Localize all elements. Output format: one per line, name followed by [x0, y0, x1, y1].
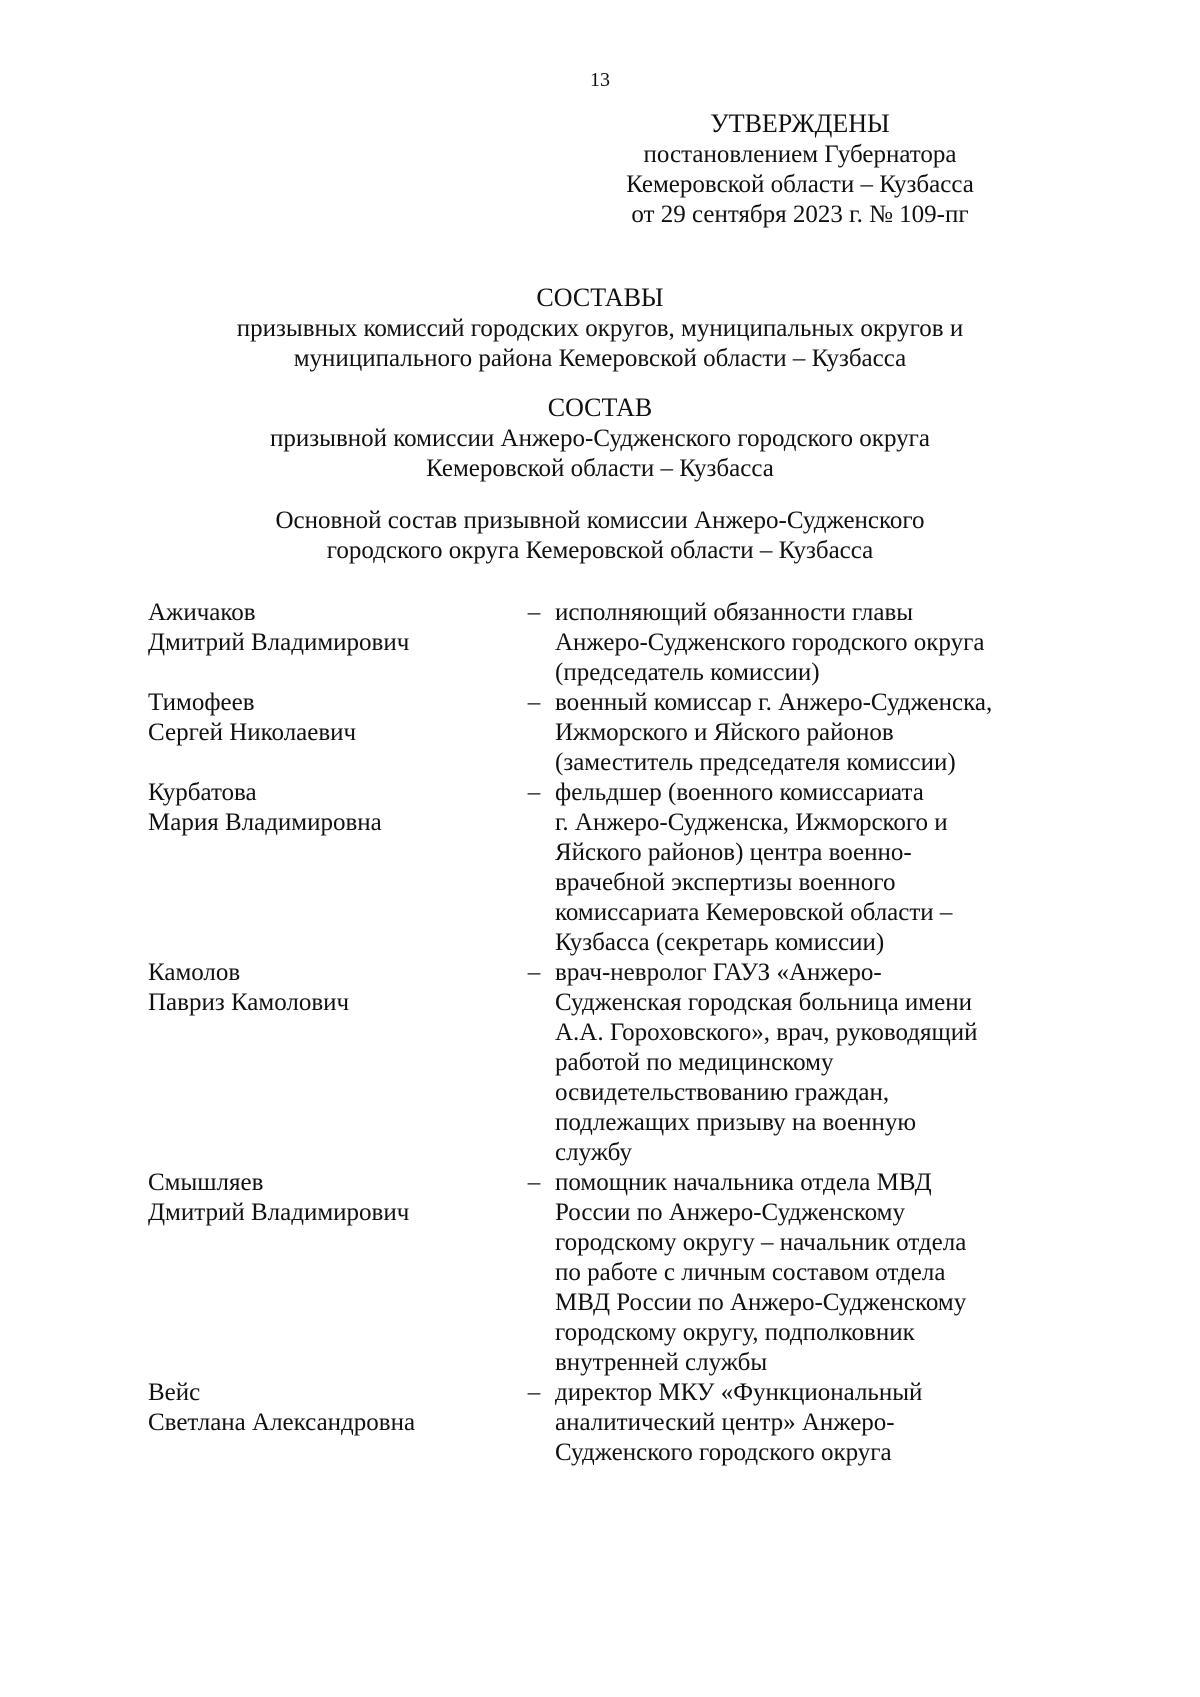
- member-entry: [148, 688, 1138, 778]
- member-surname: Смышляев: [148, 1169, 264, 1196]
- subtitle-line: призывной комиссии Анжеро-Судженского городского округа: [270, 425, 930, 452]
- member-surname: Ажичаков: [148, 599, 256, 626]
- member-role: исполняющий обязанности главы Анжеро-Судженского городского округа (председатель комиссии): [555, 599, 985, 686]
- member-given-names: Павриз Камолович: [148, 989, 350, 1016]
- commission-title: [0, 392, 1200, 484]
- approval-line: от 29 сентября 2023 г. № 109-пг: [631, 201, 969, 228]
- member-dash: –: [527, 689, 541, 716]
- member-entry: [148, 778, 1138, 958]
- approval-title: УТВЕРЖДЕНЫ: [710, 109, 890, 138]
- member-surname: Тимофеев: [148, 689, 255, 716]
- member-name: [148, 598, 513, 658]
- member-entry: [148, 598, 1138, 688]
- section-heading: [0, 506, 1200, 566]
- approval-block: [600, 108, 1000, 230]
- member-role: фельдшер (военного комиссариата г. Анжеро-Судженска, Ижморского и Яйского районов) центра военно- врачебной экспертизы военного комиссариата Кемеровской области – Кузбасса (секретарь комиссии): [555, 779, 953, 956]
- member-name: [148, 778, 513, 838]
- member-entry: [148, 1168, 1138, 1378]
- member-surname: Вейс: [148, 1379, 201, 1406]
- member-dash: –: [527, 1169, 541, 1196]
- document-title: [0, 282, 1200, 374]
- member-surname: Курбатова: [148, 779, 257, 806]
- approval-line: постановлением Губернатора: [643, 141, 957, 168]
- member-role: врач-невролог ГАУЗ «Анжеро- Судженская городская больница имени А.А. Гороховского», врач, руководящий работой по медицинскому освидетельствованию граждан, подлежащих призыву на военную службу: [555, 959, 978, 1166]
- member-given-names: Мария Владимировна: [148, 809, 382, 836]
- member-dash: –: [527, 779, 541, 806]
- subtitle-heading: СОСТАВ: [547, 393, 653, 422]
- section-line: городского округа Кемеровской области – Кузбасса: [326, 537, 874, 564]
- member-surname: Камолов: [148, 959, 241, 986]
- member-role: помощник начальника отдела МВД России по Анжеро-Судженскому городскому округу – начальник отдела по работе с личным составом отдела МВД России по Анжеро-Судженскому городскому округу, подполковник внутренней службы: [555, 1169, 967, 1376]
- member-name: [148, 688, 513, 748]
- member-given-names: Светлана Александровна: [148, 1409, 416, 1436]
- member-name: [148, 1378, 513, 1438]
- section-line: Основной состав призывной комиссии Анжеро-Судженского: [275, 507, 925, 534]
- page-number: 13: [590, 69, 610, 91]
- title-line: муниципального района Кемеровской области – Кузбасса: [293, 345, 907, 372]
- member-given-names: Дмитрий Владимирович: [148, 1199, 410, 1226]
- member-dash: –: [527, 599, 541, 626]
- member-entry: [148, 1378, 1138, 1468]
- member-name: [148, 1168, 513, 1228]
- member-given-names: Дмитрий Владимирович: [148, 629, 410, 656]
- members-list: [148, 598, 1138, 1468]
- member-name: [148, 958, 513, 1018]
- member-entry: [148, 958, 1138, 1168]
- member-dash: –: [527, 959, 541, 986]
- member-role: директор МКУ «Функциональный аналитический центр» Анжеро- Судженского городского округа: [555, 1379, 923, 1466]
- title-line: призывных комиссий городских округов, муниципальных округов и: [236, 315, 964, 342]
- approval-line: Кемеровской области – Кузбасса: [626, 171, 974, 198]
- member-role: военный комиссар г. Анжеро-Судженска, Ижморского и Яйского районов (заместитель председателя комиссии): [555, 689, 993, 776]
- subtitle-line: Кемеровской области – Кузбасса: [426, 455, 774, 482]
- member-given-names: Сергей Николаевич: [148, 719, 357, 746]
- member-dash: –: [527, 1379, 541, 1406]
- title-heading: СОСТАВЫ: [536, 283, 664, 312]
